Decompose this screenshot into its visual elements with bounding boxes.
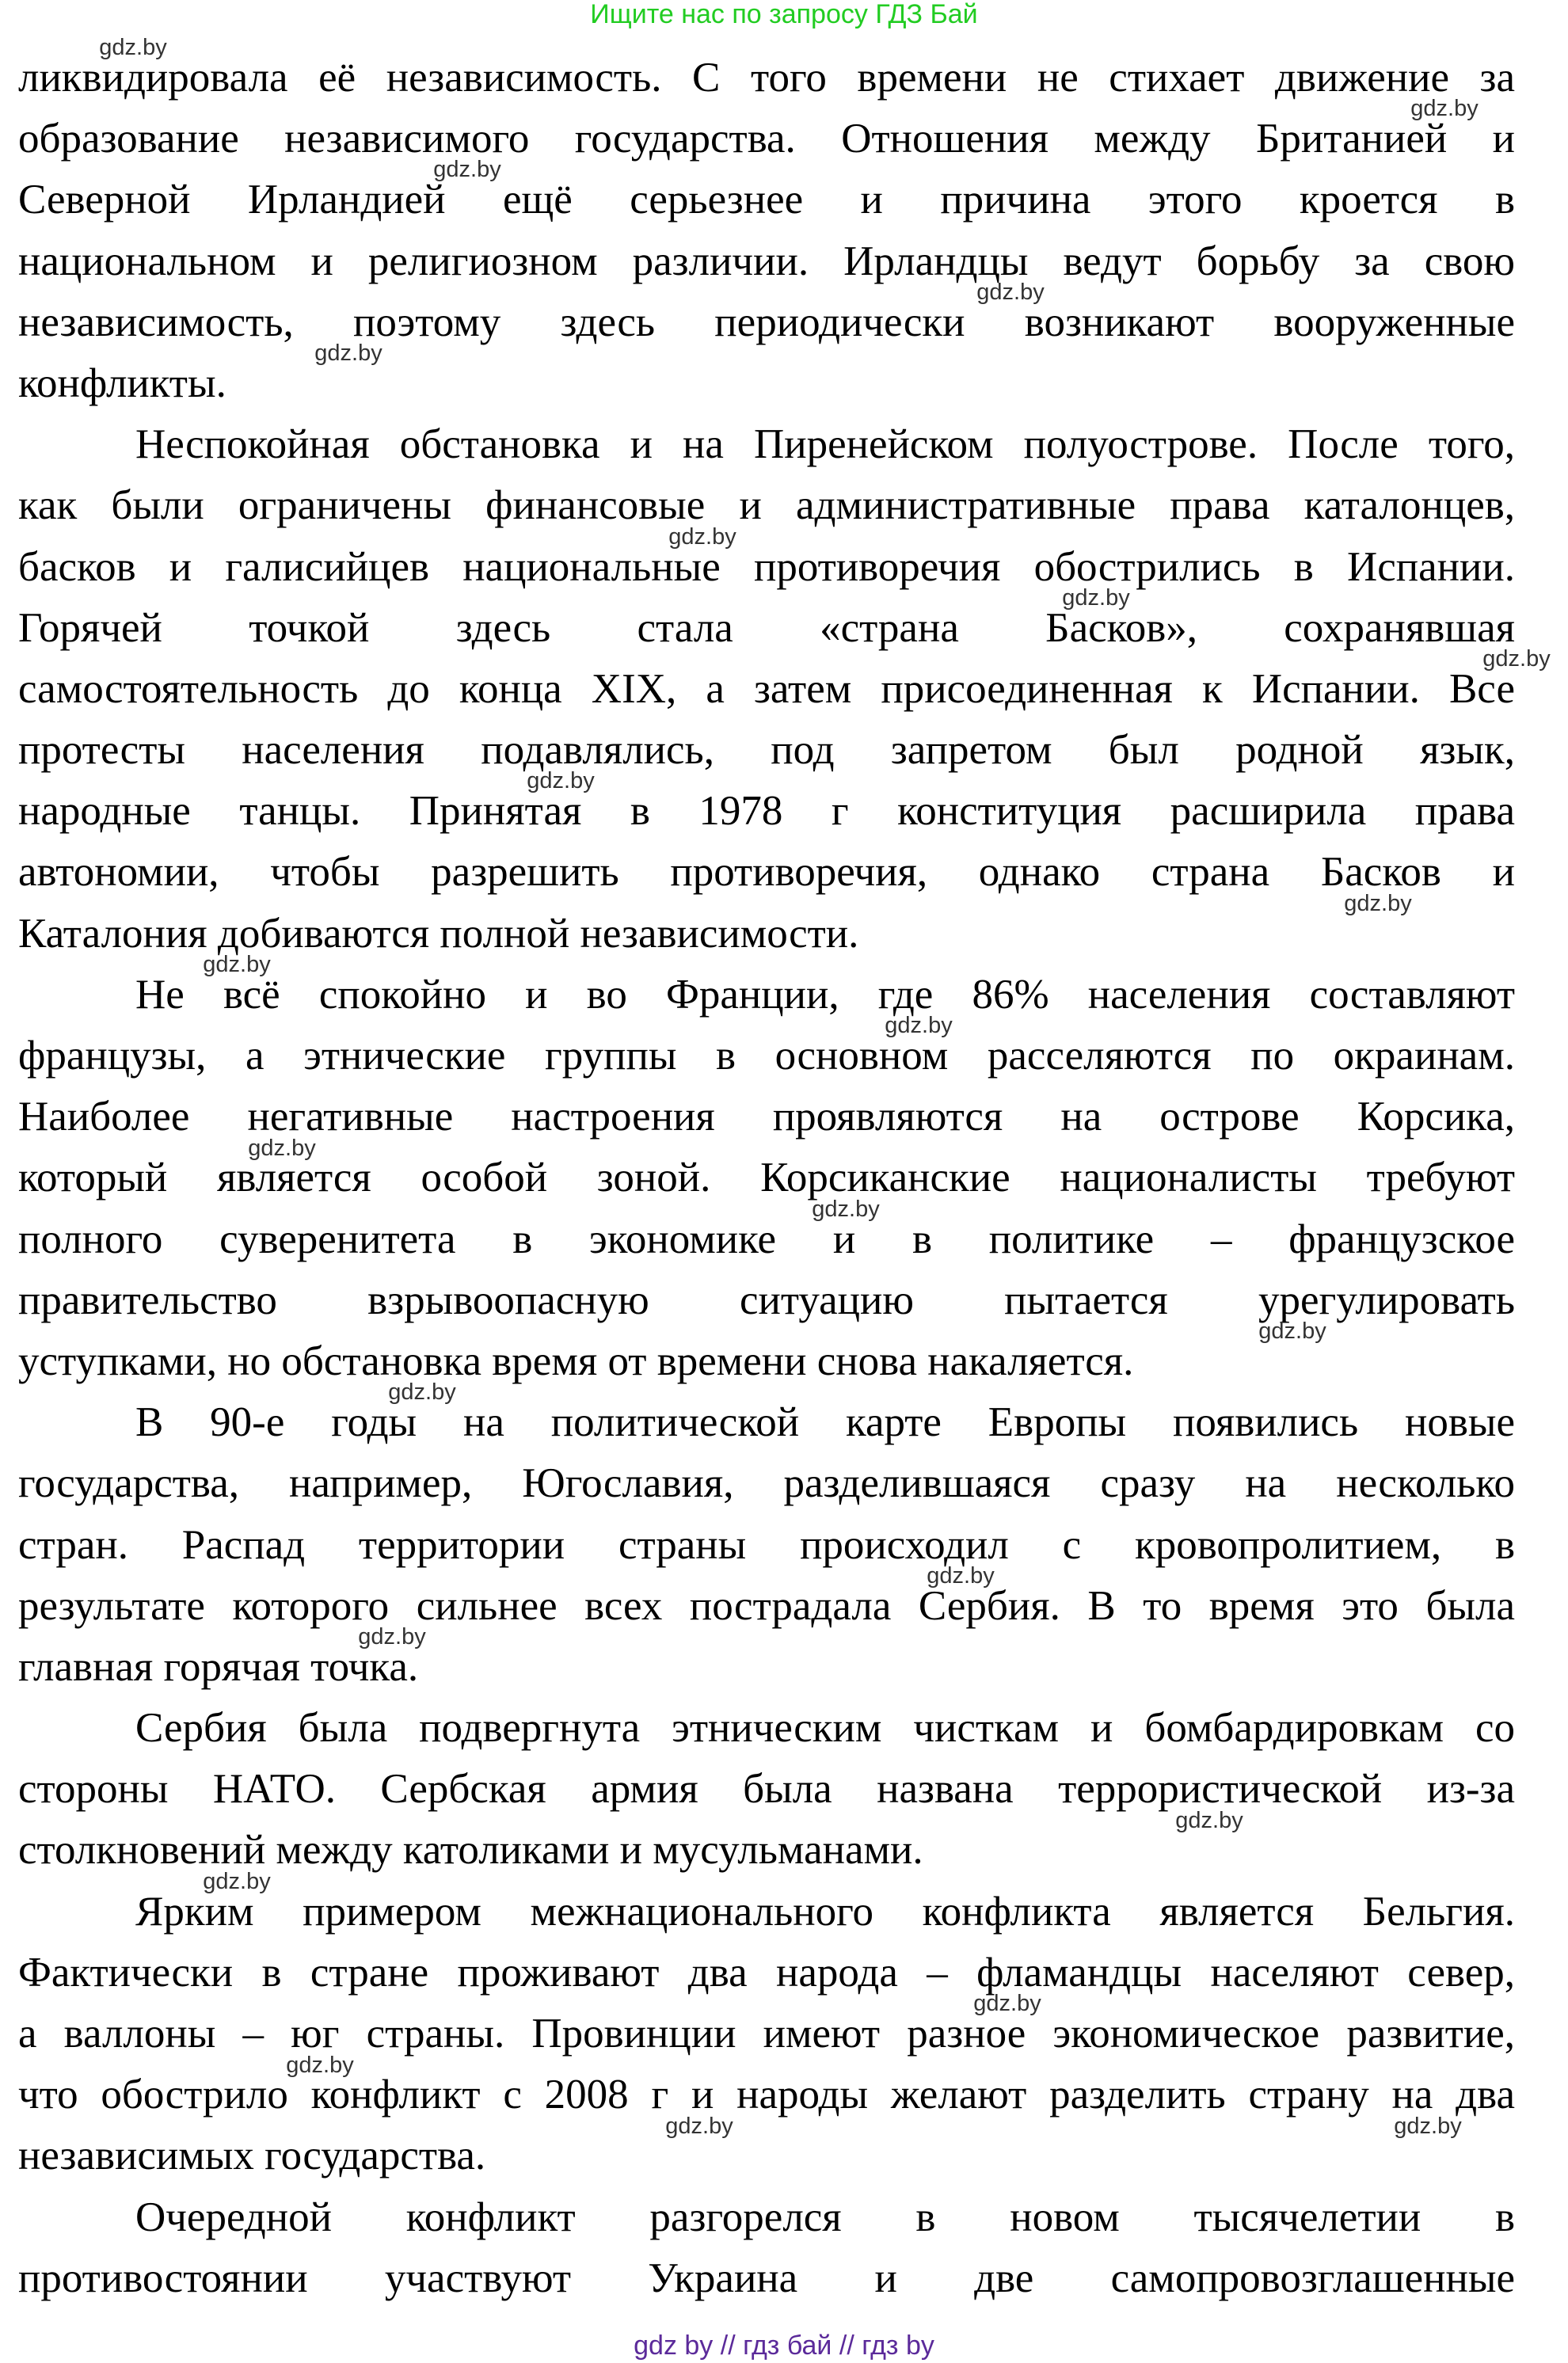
text-line: а валлоны – юг страны. Провинции имеют разное экономическое развитие, [18, 2011, 1515, 2057]
watermark: gdz.by [976, 279, 1045, 305]
text-line: результате которого сильнее всех пострадала Сербия. В то время это была [18, 1582, 1515, 1629]
watermark: gdz.by [248, 1135, 316, 1161]
text-line: уступками, но обстановка время от времени снова накаляется. [18, 1338, 1134, 1384]
text-line: Северной Ирландией ещё серьезнее и причина этого кроется в [18, 177, 1515, 223]
text-line: французы, а этнические группы в основном расселяются по окраинам. [18, 1033, 1515, 1079]
watermark: gdz.by [1482, 646, 1551, 672]
text-line: что обострило конфликт с 2008 г и народы желают разделить страну на два [18, 2072, 1515, 2118]
text-line: Очередной конфликт разгорелся в новом тысячелетии в [135, 2194, 1515, 2240]
document-body [18, 48, 1515, 2309]
watermark: gdz.by [1062, 584, 1130, 611]
text-line: государства, например, Югославия, разделившаяся сразу на несколько [18, 1460, 1515, 1507]
watermark: gdz.by [286, 2052, 354, 2078]
watermark: gdz.by [358, 1624, 426, 1650]
text-line: Наиболее негативные настроения проявляются на острове Корсика, [18, 1094, 1515, 1140]
watermark: gdz.by [388, 1379, 456, 1406]
text-line: полного суверенитета в экономике и в политике – французское [18, 1216, 1515, 1262]
text-line: столкновений между католиками и мусульманами. [18, 1827, 923, 1874]
watermark: gdz.by [527, 768, 595, 794]
watermark: gdz.by [99, 35, 167, 60]
watermark: gdz.by [1175, 1807, 1243, 1833]
text-line: ликвидировала её независимость. С того времени не стихает движение за [18, 55, 1515, 101]
text-line: стран. Распад территории страны происходил с кровопролитием, в [18, 1521, 1515, 1568]
text-line: образование независимого государства. Отношения между Британией и [18, 116, 1515, 162]
text-line: народные танцы. Принятая в 1978 г конституция расширила права [18, 788, 1515, 835]
text-line: Ярким примером межнационального конфликта является Бельгия. [135, 1888, 1515, 1935]
text-line: противостоянии участвуют Украина и две самопровозглашенные [18, 2255, 1515, 2301]
watermark: gdz.by [885, 1013, 953, 1039]
watermark: gdz.by [812, 1196, 880, 1222]
text-line: как были ограничены финансовые и административные права каталонцев, [18, 482, 1515, 529]
watermark: gdz.by [433, 157, 501, 183]
search-banner[interactable]: Ищите нас по запросу ГДЗ Бай [590, 0, 978, 29]
text-line: Каталония добиваются полной независимости. [18, 910, 859, 957]
text-line: конфликты. [18, 360, 226, 406]
watermark: gdz.by [203, 1869, 271, 1894]
text-line: стороны НАТО. Сербская армия была названа террористической из-за [18, 1766, 1515, 1813]
text-line: автономии, чтобы разрешить противоречия, однако страна Басков и [18, 849, 1515, 896]
text-line: Сербия была подвергнута этническим чисткам и бомбардировкам со [135, 1705, 1515, 1752]
text-line: национальном и религиозном различии. Ирландцы ведут борьбу за свою [18, 238, 1515, 284]
text-line: который является особой зоной. Корсиканские националисты требуют [18, 1155, 1515, 1201]
watermark: gdz.by [1410, 96, 1479, 122]
text-line: главная горячая точка. [18, 1643, 419, 1690]
watermark: gdz.by [927, 1563, 995, 1589]
watermark: gdz.by [1258, 1318, 1326, 1345]
text-line: басков и галисийцев национальные противоречия обострились в Испании. [18, 543, 1515, 590]
watermark: gdz.by [1394, 2113, 1462, 2139]
watermark: gdz.by [973, 1991, 1041, 2017]
text-line: Горячей точкой здесь стала «страна Басков», сохранявшая [18, 604, 1515, 651]
text-line: независимость, поэтому здесь периодически возникают вооруженные [18, 299, 1515, 345]
text-line: Фактически в стране проживают два народа – фламандцы населяют север, [18, 1949, 1515, 1996]
text-line: самостоятельность до конца XIX, а затем присоединенная к Испании. Все [18, 665, 1515, 712]
watermark: gdz.by [203, 952, 271, 977]
text-line: Не всё спокойно и во Франции, где 86% населения составляют [135, 971, 1515, 1018]
watermark: gdz.by [1344, 890, 1412, 916]
text-line: правительство взрывоопасную ситуацию пытается урегулировать [18, 1277, 1515, 1323]
watermark: gdz.by [668, 523, 736, 550]
watermark: gdz.by [314, 341, 382, 366]
text-line: независимых государства. [18, 2133, 486, 2179]
watermark: gdz.by [665, 2113, 733, 2139]
text-line: Неспокойная обстановка и на Пиренейском полуострове. После того, [135, 421, 1515, 468]
text-line: протесты населения подавлялись, под запретом был родной язык, [18, 727, 1515, 774]
footer-links[interactable]: gdz by // гдз бай // гдз by [634, 2331, 934, 2361]
text-line: В 90-е годы на политической карте Европы появились новые [135, 1399, 1515, 1446]
